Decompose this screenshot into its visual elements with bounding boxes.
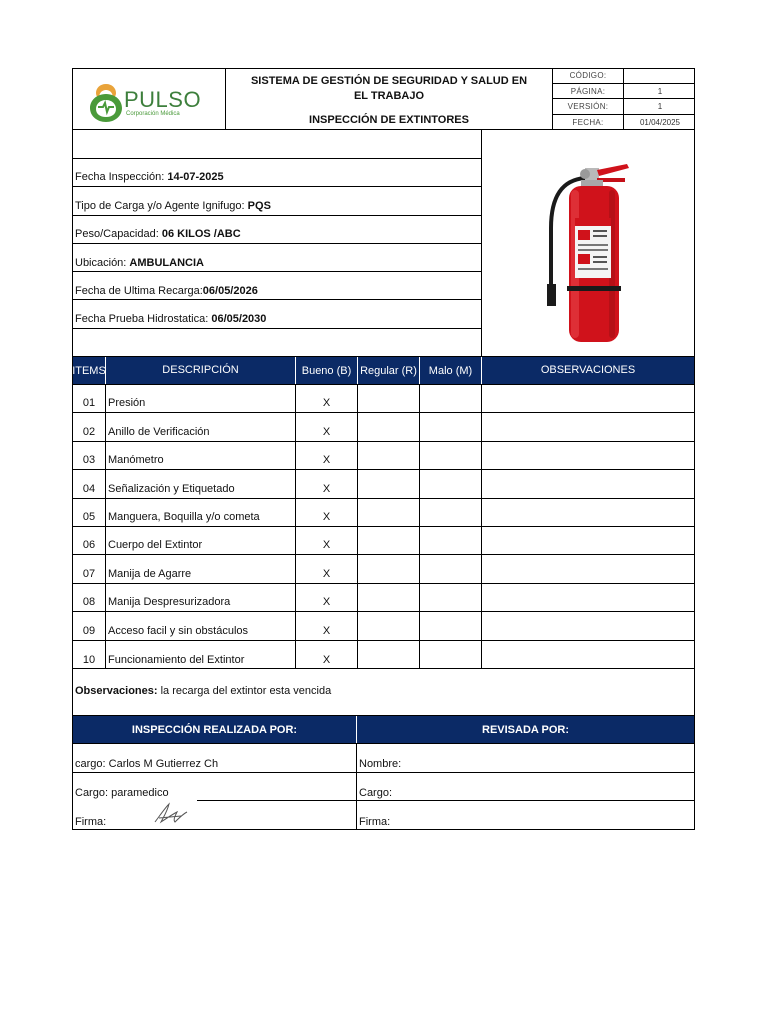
pulso-logo-icon (86, 80, 126, 124)
tipo-carga-label: Tipo de Carga y/o Agente Ignifugo: (75, 200, 245, 212)
table-row (73, 612, 694, 640)
ultima-recarga-row (75, 285, 258, 297)
meta-fecha-label: FECHA: (572, 118, 604, 127)
ubicacion-value: AMBULANCIA (129, 257, 204, 269)
item-bueno: X (322, 510, 331, 523)
revisada-por-header: REVISADA POR: (482, 723, 569, 736)
meta-fecha-value: 01/04/2025 (639, 118, 681, 127)
table-row (73, 584, 694, 612)
left-cargo2-value: paramedico (111, 787, 169, 799)
item-description: Señalización y Etiquetado (108, 482, 235, 495)
ubicacion-row (75, 257, 204, 269)
peso-label: Peso/Capacidad: (75, 228, 159, 240)
item-bueno: X (322, 653, 331, 666)
ultima-recarga-label: Fecha de Ultima Recarga: (75, 285, 203, 297)
item-bueno: X (322, 567, 331, 580)
meta-codigo-label: CÓDIGO: (569, 71, 607, 80)
meta-grid (552, 68, 695, 130)
signature-header-row (72, 715, 695, 744)
item-bueno: X (322, 482, 331, 495)
table-row (73, 385, 694, 413)
item-number: 06 (82, 539, 96, 552)
right-nombre-label: Nombre: (359, 758, 402, 770)
item-bueno: X (322, 539, 331, 552)
item-description: Funcionamiento del Extintor (108, 653, 245, 666)
meta-pagina-value: 1 (657, 86, 663, 96)
item-number: 03 (82, 454, 96, 467)
item-number: 08 (82, 596, 96, 609)
item-description: Manija Despresurizadora (108, 596, 231, 609)
fire-extinguisher-image (541, 158, 651, 348)
col-items: ITEMS (72, 364, 106, 377)
meta-version-value: 1 (657, 102, 663, 111)
item-description: Manómetro (108, 454, 164, 467)
checklist-body (72, 385, 695, 669)
col-observaciones: OBSERVACIONES (540, 363, 636, 376)
right-firma-row (359, 816, 390, 828)
col-bueno: Bueno (B) (301, 364, 352, 377)
item-number: 04 (82, 482, 96, 495)
table-row (73, 442, 694, 470)
peso-value: 06 KILOS /ABC (161, 228, 241, 240)
ultima-recarga-value: 06/05/2026 (202, 285, 258, 297)
col-regular: Regular (R) (360, 364, 417, 377)
ubicacion-label: Ubicación: (75, 257, 127, 269)
item-bueno: X (322, 624, 331, 637)
prueba-hidro-row (75, 313, 266, 325)
left-cargo-nombre-row (75, 758, 218, 770)
left-cargo-row (75, 787, 169, 799)
left-firma-row (75, 816, 106, 828)
item-number: 02 (82, 425, 96, 438)
meta-codigo-value (624, 68, 696, 83)
tipo-carga-value: PQS (247, 200, 271, 212)
peso-row (75, 228, 241, 240)
right-firma-label: Firma: (359, 816, 391, 828)
left-cargo2-label: Cargo: (75, 787, 109, 799)
item-number: 07 (82, 567, 96, 580)
right-nombre-row (359, 758, 401, 770)
item-description: Cuerpo del Extintor (108, 539, 203, 552)
item-number: 09 (82, 624, 96, 637)
company-tagline: Corporación Médica (126, 111, 180, 117)
checklist-header-row (72, 356, 695, 385)
item-number: 10 (82, 653, 96, 666)
prueba-hidro-value: 06/05/2030 (211, 313, 267, 325)
item-number: 01 (82, 397, 96, 410)
left-cargo-label: cargo: (75, 758, 106, 770)
fecha-inspeccion-label: Fecha Inspección: (75, 171, 165, 183)
tipo-carga-row (75, 200, 271, 212)
system-title (226, 68, 552, 110)
right-cargo-row (359, 787, 392, 799)
meta-version-label: VERSIÓN: (567, 102, 609, 111)
doc-title (226, 110, 552, 130)
item-description: Acceso facil y sin obstáculos (108, 624, 249, 637)
system-title-text: SISTEMA DE GESTIÓN DE SEGURIDAD Y SALUD EN EL TRABAJO (250, 75, 528, 102)
meta-pagina-label: PÁGINA: (570, 86, 606, 96)
right-cargo-label: Cargo: (359, 787, 393, 799)
item-description: Presión (108, 397, 146, 410)
prueba-hidro-label: Fecha Prueba Hidrostatica: (75, 313, 209, 325)
table-row (73, 499, 694, 527)
table-row (73, 470, 694, 498)
left-firma-label: Firma: (75, 816, 107, 828)
observaciones-row (72, 668, 695, 716)
item-bueno: X (322, 596, 331, 609)
item-description: Manija de Agarre (108, 567, 192, 580)
doc-title-text: INSPECCIÓN DE EXTINTORES (309, 114, 469, 126)
left-cargo-value: Carlos M Gutierrez Ch (108, 758, 219, 770)
item-description: Anillo de Verificación (108, 425, 210, 438)
signature-body (72, 744, 695, 830)
item-number: 05 (82, 510, 96, 523)
col-descripcion: DESCRIPCIÓN (162, 363, 239, 376)
observaciones-value: la recarga del extintor esta vencida (160, 685, 332, 697)
signature-scribble (151, 800, 191, 826)
table-row (73, 413, 694, 441)
item-description: Manguera, Boquilla y/o cometa (108, 510, 260, 523)
table-row (73, 527, 694, 555)
col-malo: Malo (M) (428, 364, 473, 377)
item-bueno: X (322, 425, 331, 438)
item-bueno: X (322, 454, 331, 467)
info-block (72, 130, 695, 357)
table-row (73, 555, 694, 583)
company-name: PULSO (124, 87, 202, 112)
observaciones-label: Observaciones: (75, 685, 158, 697)
fecha-inspeccion-row (75, 171, 224, 183)
item-bueno: X (322, 397, 331, 410)
fecha-inspeccion-value: 14-07-2025 (167, 171, 224, 183)
table-row (73, 641, 694, 669)
logo-cell (72, 68, 226, 130)
inspeccion-realizada-header: INSPECCIÓN REALIZADA POR: (131, 723, 298, 736)
